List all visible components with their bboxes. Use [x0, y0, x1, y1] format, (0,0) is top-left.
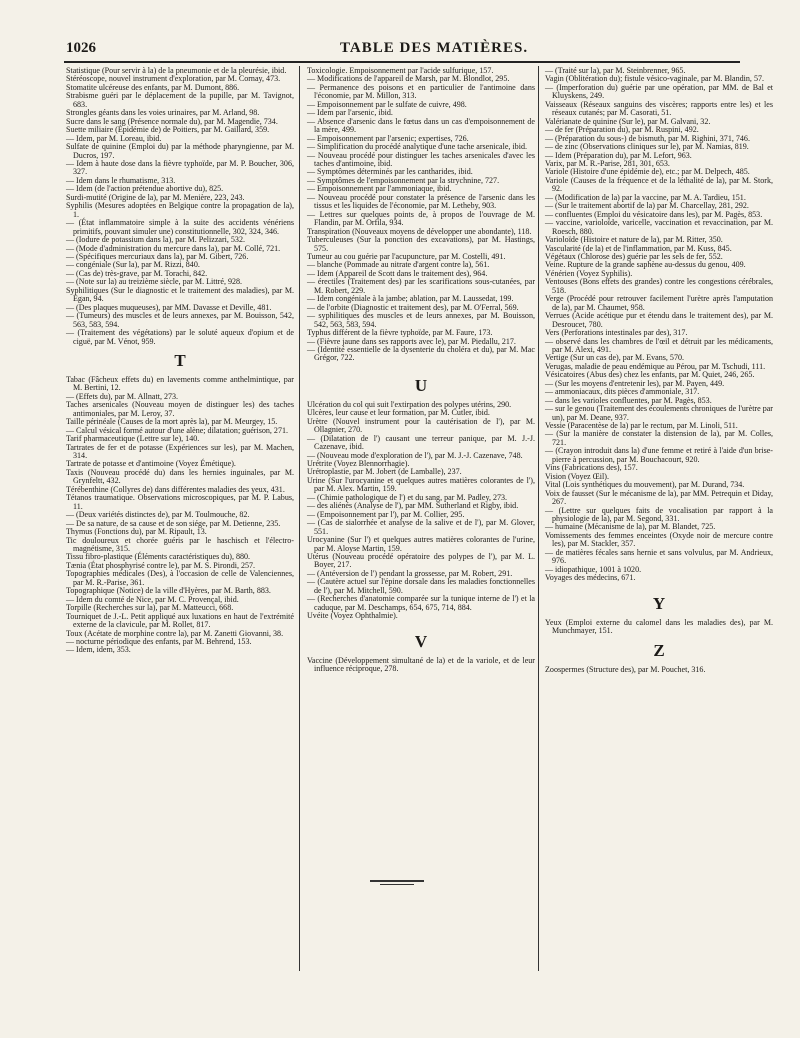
entries-toxicologie-group [307, 67, 535, 363]
index-entry: Verge (Procédé pour retrouver facilement l'urètre après l'amputation de la), par M. Chaumet, 958. [545, 294, 773, 312]
index-entry: Urocyanine (Sur l') et quelques autres matières colorantes de l'urine, par M. Aloyse Martin, 159. [307, 535, 535, 553]
index-entry: — Idem du comté de Nice, par M. C. Provençal, ibid. [66, 594, 239, 604]
index-entry: Veine. Rupture de la grande saphène au-dessus du genou, 409. [545, 260, 746, 270]
index-entry: Sucre dans le sang (Présence normale du), par M. Magendie, 734. [66, 116, 278, 126]
index-entry: — (Imperforation du) guérie par une opération, par MM. de Bal et Kluyskens, 249. [545, 82, 773, 101]
index-entry: Taille périnéale (Causes de la mort après la), par M. Meurgey, 15. [66, 417, 278, 427]
index-entry: Urétroplastie, par M. Jobert (de Lamballe), 237. [307, 467, 462, 477]
section-letter-u: U [414, 375, 428, 395]
index-entry: — (Identité essentielle de la dysenterie du choléra et du), par M. Mac Grégor, 722. [307, 344, 535, 363]
index-column-2 [307, 67, 535, 674]
index-entry: — Nouveau procédé pour distinguer les taches arsenicales d'avec les taches d'antimoine, ibid. [307, 150, 535, 168]
index-entry: Topographies médicales (Des), à l'occasion de celle de Valenciennes, par M. R.-Parise, 361. [66, 569, 294, 587]
index-entry: — Calcul vésical formé autour d'une alène; dilatation; guérison, 271. [66, 425, 289, 435]
index-entry: Ulcération du col qui suit l'extirpation des polypes utérins, 290. [307, 399, 512, 409]
page-number: 1026 [66, 40, 96, 56]
index-entry: Ulcères, leur cause et leur formation, par M. Cutler, ibid. [307, 408, 490, 418]
index-entry: — (Nouveau mode d'exploration de l'), par M. J.-J. Cazenave, 748. [307, 450, 523, 460]
index-entry: Voyages des médecins, 671. [545, 573, 636, 583]
index-entry: Tartrates de fer et de potasse (Expériences sur les), par M. Machen, 314. [66, 442, 294, 461]
index-entry: — congéniale (Sur la), par M. Rizzi, 840. [66, 260, 200, 270]
index-entry: — Simplification du procédé analytique d'une tache arsenicale, ibid. [307, 142, 527, 152]
index-entry: Taxis (Nouveau procédé du) dans les hernies inguinales, par M. Grynfeltt, 432. [66, 467, 294, 486]
index-entry: — Modifications de l'appareil de Marsh, par M. Blondlot, 295. [307, 74, 510, 84]
index-entry: Sulfate de quinine (Emploi du) par la méthode pharyngienne, par M. Ducros, 197. [66, 142, 294, 160]
index-entry: — (Effets du), par M. Allnatt, 273. [66, 391, 179, 401]
index-entry: Tartrate de potasse et d'antimoine (Voyez Émétique). [66, 459, 236, 469]
index-entry: — Nouveau procédé pour constater la présence de l'arsenic dans les tissus et les liquides de l'économie, par M. Letheby, 903. [307, 192, 535, 211]
index-entry: Zoospermes (Structure des), par M. Pouchet, 316. [545, 664, 706, 674]
index-entry: — nocturne périodique des enfants, par M. Behrend, 153. [66, 637, 252, 646]
index-entry: — Symptômes de l'empoisonnement par la strychnine, 727. [307, 175, 500, 185]
index-entry: — (Iodure de potassium dans la), par M. Pelizzari, 532. [66, 235, 245, 245]
index-entry: Vers (Perforations intestinales par des), 317. [545, 328, 688, 338]
index-entry: Vision (Voyez Œil). [545, 471, 609, 481]
index-entry: — Idem, idem, 353. [66, 645, 131, 655]
index-entry: Thymus (Fonctions du), par M. Ripault, 13. [66, 527, 207, 537]
index-entry: — (Sur les moyens d'entretenir les), par M. Payen, 449. [545, 378, 725, 388]
index-entry: — de zinc (Observations cliniques sur le), par M. Namias, 819. [545, 142, 749, 152]
index-entry: Yeux (Emploi externe du calomel dans les maladies des), par M. Munchmayer, 151. [545, 617, 773, 636]
index-column-1 [66, 67, 294, 655]
index-entry: Vascularité (de la) et de l'inflammation, par M. Kuss, 845. [545, 243, 732, 253]
index-entry: — Idem dans le rhumatisme, 313. [66, 175, 176, 185]
index-entry: Ventouses (Bons effets des grandes) contre les congestions cérébrales, 518. [545, 277, 773, 295]
index-entry: Vins (Fabrications des), 157. [545, 463, 638, 473]
index-entry: Vésicatoires (Abus des) chez les enfants, par M. Quiet, 246, 265. [545, 370, 755, 380]
index-entry: — (Préparation du sous-) de bismuth, par M. Righini, 371, 746. [545, 133, 750, 143]
index-column-3 [545, 67, 773, 674]
index-entry: — (État inflammatoire simple à la suite des accidents vénériens primitifs, pouvant simuler une) constitutionnelle, 302, 324, 346. [66, 218, 294, 236]
index-entry: — vaccine, varioloïde, varicelle, vaccination et revaccination, par M. Roesch, 880. [545, 218, 773, 236]
index-entry: Variole (Causes de la fréquence et de la léthalité de la), par M. Stork, 92. [545, 175, 773, 194]
index-entry: Toux (Acétate de morphine contre la), par M. Zanetti Giovanni, 38. [66, 628, 284, 638]
index-entry: Taches arsenicales (Nouveau moyen de distinguer les) des taches antimoniales, par M. Leroy, 37. [66, 400, 294, 418]
index-entry: Variole (Histoire d'une épidémie de), etc.; par M. Delpech, 485. [545, 167, 750, 177]
section-letter-y: Y [652, 593, 666, 613]
section-letter-t: T [174, 350, 186, 370]
index-entry: Urètre (Nouvel instrument pour la cautérisation de l'), par M. Ollagnier, 270. [307, 416, 535, 435]
index-entry: Tic douloureux et chorée guéris par le haschisch et l'électro-magnétisme, 315. [66, 535, 294, 554]
index-entry: Toxicologie. Empoisonnement par l'acide sulfurique, 157. [307, 66, 494, 75]
index-entry: — Idem (de l'action prétendue abortive du), 825. [66, 184, 224, 194]
entries-v-group [307, 657, 535, 674]
index-entry: Tarif pharmaceutique (Lettre sur le), 140. [66, 434, 200, 444]
index-entry: — Idem à haute dose dans la fièvre typhoïde, par M. P. Boucher, 306, 327. [66, 158, 294, 177]
index-entry: — (Mode d'administration du mercure dans la), par M. Collé, 721. [66, 243, 281, 253]
index-entry: — Empoisonnement par le sulfate de cuivre, 498. [307, 99, 467, 109]
index-entry: — observé dans les chambres de l'œil et détruit par les médicaments, par M. Alexi, 491. [545, 336, 773, 354]
index-entry: Urétrite (Voyez Blennorrhagie). [307, 459, 410, 469]
index-entry: Tétanos traumatique. Observations microscopiques, par M. P. Labus, 11. [66, 493, 294, 511]
index-entry: — Empoisonnement par l'ammoniaque, ibid. [307, 184, 452, 194]
index-entry: — ammoniacaux, dits pièces d'ammoniale, 317. [545, 387, 700, 397]
index-entry: Tabac (Fâcheux effets du) en lavements comme anthelmintique, par M. Bertini, 12. [66, 374, 294, 393]
header-rule [64, 61, 740, 63]
index-entry: — érectiles (Traitement des) par les scarifications sous-cutanées, par M. Robert, 229. [307, 277, 535, 295]
index-entry: Tourniquet de J.-L. Petit appliqué aux luxations en haut de l'extrémité externe de la clavicule, par M. Rollet, 817. [66, 611, 294, 630]
index-entry: — Idem (Appareil de Scott dans le traitement des), 964. [307, 268, 488, 278]
index-entry: — (Dilatation de l') causant une terreur panique, par M. J.-J. Cazenave, ibid. [307, 433, 535, 452]
index-entry: Surdi-mutité (Origine de la), par M. Menière, 223, 243. [66, 192, 245, 202]
index-entry: — syphilitiques des muscles et de leurs annexes, par M. Bouisson, 542, 563, 583, 594. [307, 311, 535, 329]
index-entry: Suette miliaire (Épidémie de) de Poitiers, par M. Gaillard, 359. [66, 125, 270, 135]
index-entry: — (Spécifiques mercuriaux dans la), par M. Gibert, 726. [66, 251, 249, 261]
index-entry: Syphilis (Mesures adoptées en Belgique contre la propagation de la), 1. [66, 201, 294, 219]
index-entry: — humaine (Mécanisme de la), par M. Blandet, 725. [545, 522, 716, 532]
index-entry: Statistique (Pour servir à la) de la pneumonie et de la pleurésie, ibid. [66, 66, 287, 75]
index-entry: Transpiration (Nouveaux moyens de développer une abondante), 118. [307, 226, 532, 236]
index-entry: Vessie (Paracentèse de la) par le rectum, par M. Linoli, 511. [545, 421, 738, 431]
entries-z-group [545, 666, 773, 674]
entries-y-group [545, 619, 773, 636]
section-letter-v: V [414, 631, 428, 651]
index-entry: Uvéite (Voyez Ophthalmie). [307, 611, 398, 621]
section-letter-z: Z [653, 640, 665, 660]
index-entry: Vénérien (Voyez Syphilis). [545, 268, 633, 278]
index-entry: — (Cas de sialorrhée et analyse de la salive et de l'), par M. Glover, 551. [307, 518, 535, 536]
index-entry: — (Empoisonnement par l'), par M. Collier, 295. [307, 509, 465, 519]
index-entry: Valérianate de quinine (Sur le), par M. Galvani, 32. [545, 116, 711, 126]
index-entry: — (Antéversion de l') pendant la grossesse, par M. Robert, 291. [307, 568, 513, 578]
index-entry: Strongles géants dans les voies urinaires, par M. Arland, 98. [66, 108, 260, 118]
index-entry: — (Sur le traitement abortif de la) par M. Charcellay, 281, 292. [545, 201, 749, 211]
index-entry: — (Crayon introduit dans la) d'une femme et retiré à l'aide d'un brise-pierre à percussion, par M. Bouchacourt, 920. [545, 446, 773, 464]
index-entry: Vaccine (Développement simultané de la) et de la variole, et de leur influence réciproque, 278. [307, 655, 535, 674]
index-entry: Tissu fibro-plastique (Éléments caractéristiques du), 880. [66, 552, 251, 562]
index-entry: — sur le genou (Traitement des écoulements chroniques de l'urètre par un), par M. Deane, 937. [545, 404, 773, 422]
index-entry: Tumeur au cou guérie par l'acupuncture, par M. Costelli, 491. [307, 251, 506, 261]
index-entry: Torpille (Recherches sur la), par M. Matteucci, 668. [66, 603, 234, 613]
index-entry: Vertige (Sur un cas de), par M. Evans, 570. [545, 353, 684, 363]
index-entry: — (Tumeurs) des muscles et de leurs annexes, par M. Bouisson, 542, 563, 583, 594. [66, 311, 294, 329]
index-entry: Strabisme guéri par le déplacement de la pupille, par M. Tavignot, 683. [66, 91, 294, 109]
index-entry: — de matières fécales sans hernie et sans volvulus, par M. Andrieux, 976. [545, 547, 773, 566]
index-entry: — confluentes (Emploi du vésicatoire dans les), par M. Pagès, 853. [545, 209, 763, 219]
index-entry: Varioloïde (Histoire et nature de la), par M. Ritter, 350. [545, 235, 723, 245]
index-entry: Utérus (Nouveau procédé opératoire des polypes de l'), par M. L. Boyer, 217. [307, 552, 535, 570]
end-ornament [370, 880, 424, 882]
index-entry: — de fer (Préparation du), par M. Ruspini, 492. [545, 125, 699, 135]
index-entry: Syphilitiques (Sur le diagnostic et le traitement des maladies), par M. Egan, 94. [66, 285, 294, 304]
index-entry: Vomissements des femmes enceintes (Oxyde noir de mercure contre les), par M. Stackler, 357. [545, 530, 773, 549]
index-entry: Verugas, maladie de peau endémique au Pérou, par M. Tschudi, 111. [545, 361, 766, 371]
index-entry: Tuberculeuses (Sur la ponction des excavations), par M. Hastings, 575. [307, 235, 535, 253]
entries-v-continued-group [545, 67, 773, 583]
index-entry: — Lettres sur quelques points de, à propos de l'ouvrage de M. Flandin, par M. Orfila, 934. [307, 209, 535, 228]
index-entry: — (Sur la manière de constater la distension de la), par M. Colles, 721. [545, 429, 773, 447]
index-entry: Varix, par M. R.-Parise, 281, 301, 653. [545, 158, 670, 168]
index-entry: — dans les varioles confluentes, par M. Pagès, 853. [545, 395, 712, 405]
index-entry: Typhus différent de la fièvre typhoïde, par M. Faure, 173. [307, 328, 493, 338]
index-entry: — des aliénés (Analyse de l'), par MM. Sutherland et Rigby, ibid. [307, 501, 519, 511]
index-entry: — idiopathique, 1001 à 1020. [545, 564, 642, 574]
index-entry: Stomatite ulcéreuse des enfants, par M. Dumont, 886. [66, 82, 240, 92]
index-entry: — De sa nature, de sa cause et de son siége, par M. Detienne, 235. [66, 518, 281, 528]
index-entry: — Permanence des poisons et en particulier de l'antimoine dans l'économie, par M. Millon, 313. [307, 82, 535, 101]
index-entry: Tænia (État phosphyrisé contre le), par M. S. Pirondi, 257. [66, 560, 256, 570]
index-entry: — (Cas de) très-grave, par M. Torachi, 842. [66, 268, 208, 278]
index-entry: — de l'orbite (Diagnostic et traitement des), par M. O'Ferral, 569. [307, 302, 519, 312]
index-entry: — (Chimie pathologique de l') et du sang, par M. Padley, 273. [307, 492, 508, 502]
index-entry: Vagin (Oblitération du); fistule vésico-vaginale, par M. Blandin, 57. [545, 74, 765, 84]
index-entry: Urine (Sur l'urocyanine et quelques autres matières colorantes de l'), par M. Alex. Martin, 159. [307, 475, 535, 494]
index-entry: Verrues (Acide acétique pur et étendu dans le traitement des), par M. Desroucet, 780. [545, 311, 773, 329]
index-entry: Vital (Lois synthétiques du mouvement), par M. Durand, 734. [545, 480, 745, 490]
entries-u-group [307, 401, 535, 621]
index-entry: — (Des plaques muqueuses), par MM. Davasse et Deville, 481. [66, 302, 272, 312]
column-divider-right [538, 66, 539, 971]
column-divider-left [299, 66, 300, 971]
index-entry: — (Note sur la) au treizième siècle, par M. Littré, 928. [66, 277, 243, 287]
index-entry: — Idem (Préparation du), par M. Lefort, 963. [545, 150, 692, 160]
index-entry: — (Deux variétés distinctes de), par M. Toulmouche, 82. [66, 510, 250, 520]
index-entry: — (Fièvre jaune dans ses rapports avec le), par M. Piedallu, 217. [307, 336, 516, 346]
index-entry: — Empoisonnement par l'arsenic; expertises, 726. [307, 133, 469, 143]
index-entry: — Idem, par M. Loreau, ibid. [66, 133, 162, 143]
index-entry: — (Traitement des végétations) par le soluté aqueux d'opium et de ciguë, par M. Vénot, 959. [66, 328, 294, 346]
index-entry: Topographique (Notice) de la ville d'Hyères, par M. Barth, 883. [66, 586, 271, 596]
index-entry: Stéréoscope, nouvel instrument d'exploration, par M. Cornay, 473. [66, 74, 281, 84]
index-entry: Voix de fausset (Sur le mécanisme de la), par MM. Petrequin et Diday, 267. [545, 488, 773, 507]
index-entry: — (Modification de la) par la vaccine, par M. A. Tardieu, 151. [545, 192, 746, 202]
index-entry: — Idem par l'arsenic, ibid. [307, 108, 393, 118]
index-entry: — (Lettre sur quelques faits de vocalisation par rapport à la physiologie de la), par M. Segond, 331. [545, 505, 773, 524]
index-entry: — blanche (Pommade au nitrate d'argent contre la), 561. [307, 260, 490, 270]
entries-t-group [66, 376, 294, 655]
index-entry: Vaisseaux (Réseaux sanguins des viscères; rapports entre les) et les réseaux cutanés; par M. Casorati, 51. [545, 99, 773, 118]
index-entry: — Absence d'arsenic dans le fœtus dans un cas d'empoisonnement de la mère, 499. [307, 116, 535, 135]
entries-s-group [66, 67, 294, 346]
end-ornament-underline [380, 884, 414, 885]
index-entry: — Symptômes déterminés par les cantharides, ibid. [307, 167, 473, 177]
index-entry: — (Cautère actuel sur l'épine dorsale dans les maladies fonctionnelles de l'), par M. Mitchell, 590. [307, 577, 535, 595]
index-entry: Végétaux (Chlorose des) guérie par les sels de fer, 552. [545, 251, 723, 261]
running-title: TABLE DES MATIÈRES. [340, 40, 529, 56]
index-entry: — (Recherches d'anatomie comparée sur la tunique interne de l') et la caduque, par M. Deschamps, 654, 675, 714, 884. [307, 594, 535, 612]
index-entry: Térébenthine (Collyres de) dans différentes maladies des yeux, 431. [66, 484, 285, 494]
index-entry: — Idem congéniale à la jambe; ablation, par M. Laussedat, 199. [307, 294, 514, 304]
index-entry: — (Traité sur la), par M. Steinbrenner, 965. [545, 66, 686, 75]
